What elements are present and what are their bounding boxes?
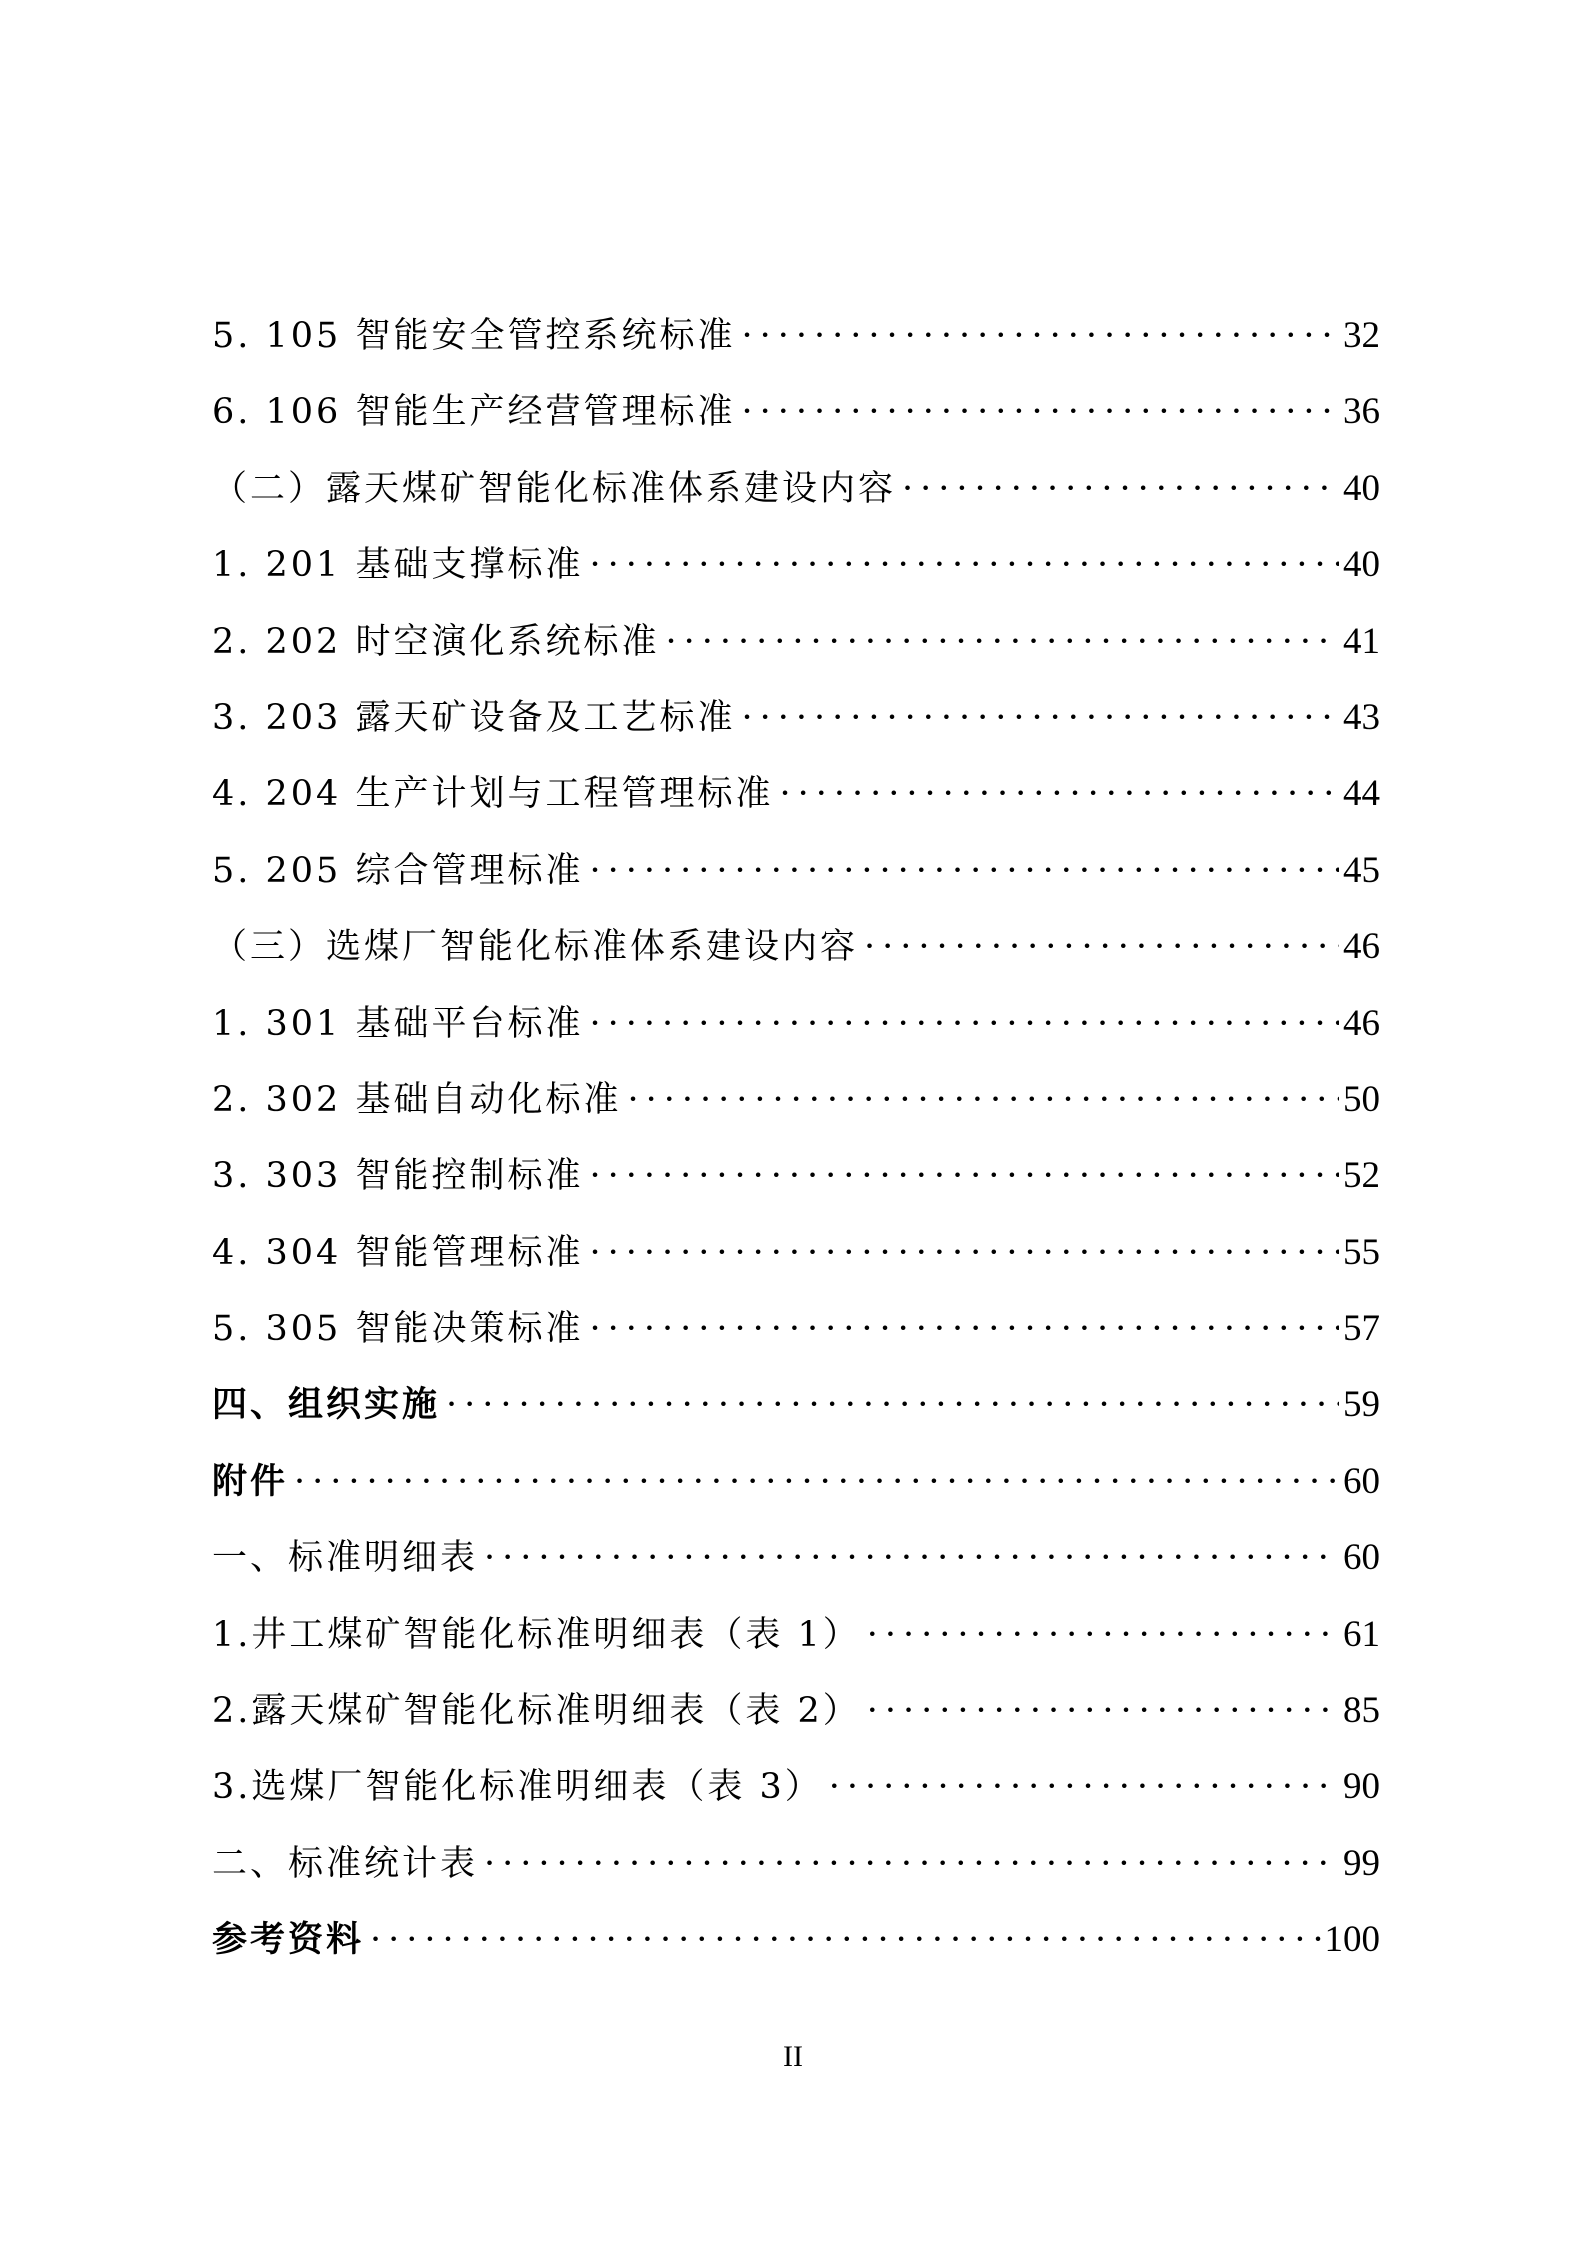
toc-entry[interactable]	[212, 1826, 1380, 1902]
toc-dot-leader	[864, 909, 1339, 985]
toc-entry[interactable]	[212, 1673, 1380, 1749]
toc-dot-leader	[446, 1367, 1339, 1443]
toc-entry[interactable]	[212, 1215, 1380, 1291]
toc-entry-title: 2. 202 时空演化系统标准	[212, 621, 660, 662]
toc-page-number: 52	[1343, 1155, 1380, 1197]
toc-dot-leader	[867, 1673, 1339, 1749]
toc-entry-title: 参考资料	[212, 1920, 365, 1961]
toc-dot-leader	[741, 374, 1339, 450]
toc-page-number: 57	[1343, 1308, 1380, 1350]
toc-entry[interactable]	[212, 1902, 1380, 1978]
toc-entry[interactable]	[212, 1597, 1380, 1673]
toc-page-number: 32	[1343, 315, 1380, 356]
toc-dot-leader	[902, 451, 1339, 527]
toc-entry-title: 5. 305 智能决策标准	[212, 1309, 584, 1350]
toc-page-number: 85	[1343, 1690, 1380, 1732]
toc-page-number: 40	[1343, 544, 1380, 586]
toc-entry-title: （三）选煤厂智能化标准体系建设内容	[212, 927, 859, 968]
toc-page-number: 43	[1343, 696, 1380, 738]
toc-entry-title: 一、标准明细表	[212, 1538, 479, 1579]
toc-entry-title: 5. 205 综合管理标准	[212, 850, 584, 891]
toc-dot-leader	[741, 680, 1339, 756]
toc-entry[interactable]	[212, 1138, 1380, 1214]
toc-page-number: 99	[1343, 1842, 1380, 1884]
toc-page-number: 40	[1343, 467, 1380, 509]
toc-entry[interactable]	[212, 909, 1380, 985]
toc-entry[interactable]	[212, 1291, 1380, 1367]
toc-entry-title: 1. 201 基础支撑标准	[212, 545, 584, 586]
page-number: II	[783, 2040, 803, 2073]
toc-page-number: 45	[1343, 849, 1380, 891]
toc-dot-leader	[589, 527, 1339, 603]
toc-entry[interactable]	[212, 833, 1380, 909]
toc-entry-title: 二、标准统计表	[212, 1843, 479, 1884]
toc-entry-title: 2. 302 基础自动化标准	[212, 1079, 622, 1120]
toc-page-number: 59	[1343, 1384, 1380, 1426]
toc-dot-leader	[589, 833, 1339, 909]
toc-page-number: 90	[1343, 1766, 1380, 1808]
toc-entry[interactable]	[212, 1062, 1380, 1138]
toc-dot-leader	[484, 1826, 1339, 1902]
table-of-contents	[212, 298, 1380, 1979]
toc-entry-title: 3. 203 露天矿设备及工艺标准	[212, 697, 736, 738]
toc-page-number: 46	[1343, 1002, 1380, 1044]
toc-entry[interactable]	[212, 604, 1380, 680]
toc-entry-title: 1.井工煤矿智能化标准明细表（表 1）	[212, 1614, 861, 1655]
toc-entry[interactable]	[212, 986, 1380, 1062]
toc-entry[interactable]	[212, 1367, 1380, 1443]
toc-entry[interactable]	[212, 756, 1380, 832]
toc-dot-leader	[665, 604, 1339, 680]
toc-entry-title: 2.露天煤矿智能化标准明细表（表 2）	[212, 1691, 861, 1732]
toc-dot-leader	[829, 1749, 1339, 1825]
toc-entry-title: 4. 304 智能管理标准	[212, 1232, 584, 1273]
toc-entry[interactable]	[212, 1520, 1380, 1596]
toc-entry[interactable]	[212, 1749, 1380, 1825]
toc-page-number: 41	[1343, 620, 1380, 662]
toc-entry-title: 6. 106 智能生产经营管理标准	[212, 392, 736, 433]
toc-entry[interactable]	[212, 451, 1380, 527]
toc-dot-leader	[589, 986, 1339, 1062]
toc-entry-title: 附件	[212, 1461, 289, 1502]
toc-page-number: 44	[1343, 773, 1380, 815]
toc-entry-title: 5. 105 智能安全管控系统标准	[212, 316, 736, 356]
toc-page-number: 36	[1343, 391, 1380, 433]
toc-entry[interactable]	[212, 374, 1380, 450]
toc-dot-leader	[589, 1215, 1339, 1291]
toc-dot-leader	[741, 298, 1339, 374]
toc-dot-leader	[370, 1902, 1320, 1978]
toc-page-number: 61	[1343, 1613, 1380, 1655]
toc-entry[interactable]	[212, 527, 1380, 603]
toc-entry-title: 四、组织实施	[212, 1385, 441, 1426]
toc-entry[interactable]	[212, 298, 1380, 374]
toc-page-number: 46	[1343, 926, 1380, 968]
toc-page-number: 60	[1343, 1460, 1380, 1502]
toc-page-number: 50	[1343, 1078, 1380, 1120]
toc-page-number: 55	[1343, 1231, 1380, 1273]
toc-dot-leader	[484, 1520, 1339, 1596]
toc-page-number: 100	[1324, 1919, 1380, 1961]
toc-entry-title: 3.选煤厂智能化标准明细表（表 3）	[212, 1767, 823, 1808]
toc-dot-leader	[294, 1444, 1339, 1520]
toc-entry-title: 3. 303 智能控制标准	[212, 1156, 584, 1197]
toc-entry-title: 4. 204 生产计划与工程管理标准	[212, 774, 774, 815]
toc-dot-leader	[779, 756, 1339, 832]
toc-entry-title: （二）露天煤矿智能化标准体系建设内容	[212, 468, 897, 509]
toc-dot-leader	[589, 1291, 1339, 1367]
toc-entry[interactable]	[212, 1444, 1380, 1520]
toc-entry-title: 1. 301 基础平台标准	[212, 1003, 584, 1044]
toc-dot-leader	[589, 1138, 1339, 1214]
toc-entry[interactable]	[212, 680, 1380, 756]
toc-page-number: 60	[1343, 1537, 1380, 1579]
toc-dot-leader	[627, 1062, 1339, 1138]
toc-dot-leader	[867, 1597, 1339, 1673]
